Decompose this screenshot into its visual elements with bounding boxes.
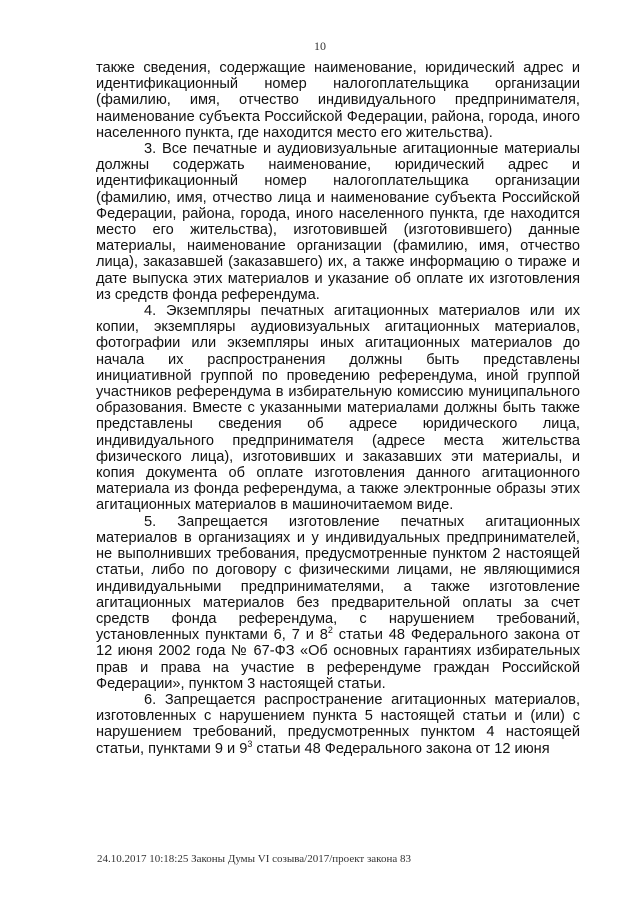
paragraph-continuation: также сведения, содержащие наименование, юридический адрес и идентификационный номер налогоплательщика организации (фамилию, имя, отчество индивидуального предпринимателя, наименование субъекта Российской Федерации, района, города, иного населенного пункта, где находится место его жительства). [96, 60, 580, 141]
document-body [96, 60, 580, 757]
paragraph-item-5 [96, 514, 580, 692]
page-footer: 24.10.2017 10:18:25 Законы Думы VI созыва/2017/проект закона 83 [97, 853, 411, 865]
paragraph-item-5-text-before: 5. Запрещается изготовление печатных агитационных материалов в организациях и у индивидуальных предпринимателей, не выполнивших требования, предусмотренные пунктом 2 настоящей статьи, либо по договору с физическими лицами, не являющимися индивидуальными предпринимателями, а также изготовление агитационных материалов без предварительной оплаты за счет средств фонда референдума, с нарушением требований, установленных пунктами 6, 7 и 8 [96, 513, 580, 644]
superscript-2: 2 [327, 625, 333, 636]
page-number: 10 [314, 39, 326, 53]
paragraph-item-4: 4. Экземпляры печатных агитационных материалов или их копии, экземпляры аудиовизуальных агитационных материалов, фотографии или экземпляры иных агитационных материалов до начала их распространения должны быть представлены инициативной группой по проведению референдума, иной группой участников референдума в избирательную комиссию муниципального образования. Вместе с указанными материалами должны быть также представлены сведения об адресе юридического лица, индивидуального предпринимателя (адресе места жительства физического лица), изготовивших и заказавших эти материалы, и копия документа об оплате изготовления данного агитационного материала из фонда референдума, а также электронные образы этих агитационных материалов в машиночитаемом виде. [96, 303, 580, 514]
paragraph-item-6-text-after: статьи 48 Федерального закона от 12 июня [252, 740, 550, 757]
paragraph-item-3: 3. Все печатные и аудиовизуальные агитационные материалы должны содержать наименование, юридический адрес и идентификационный номер налогоплательщика организации (фамилию, имя, отчество лица и наименование субъекта Российской Федерации, района, города, иного населенного пункта, где находится место его жительства), изготовившей (изготовившего) данные материалы, наименование организации (фамилию, имя, отчество лица), заказавшей (заказавшего) их, а также информацию о тираже и дате выпуска этих материалов и указание об оплате их изготовления из средств фонда референдума. [96, 141, 580, 303]
superscript-3: 3 [247, 738, 253, 749]
paragraph-item-6-text-before: 6. Запрещается распространение агитационных материалов, изготовленных с нарушением пункта 5 настоящей статьи и (или) с нарушением требований, предусмотренных пунктом 4 настоящей статьи, пунктами 9 и 9 [96, 691, 580, 757]
paragraph-item-5-text-after: статьи 48 Федерального закона от 12 июня 2002 года № 67-ФЗ «Об основных гарантиях избирательных прав и права на участие в референдуме граждан Российской Федерации», пунктом 3 настоящей статьи. [96, 627, 580, 692]
paragraph-item-6 [96, 692, 580, 757]
